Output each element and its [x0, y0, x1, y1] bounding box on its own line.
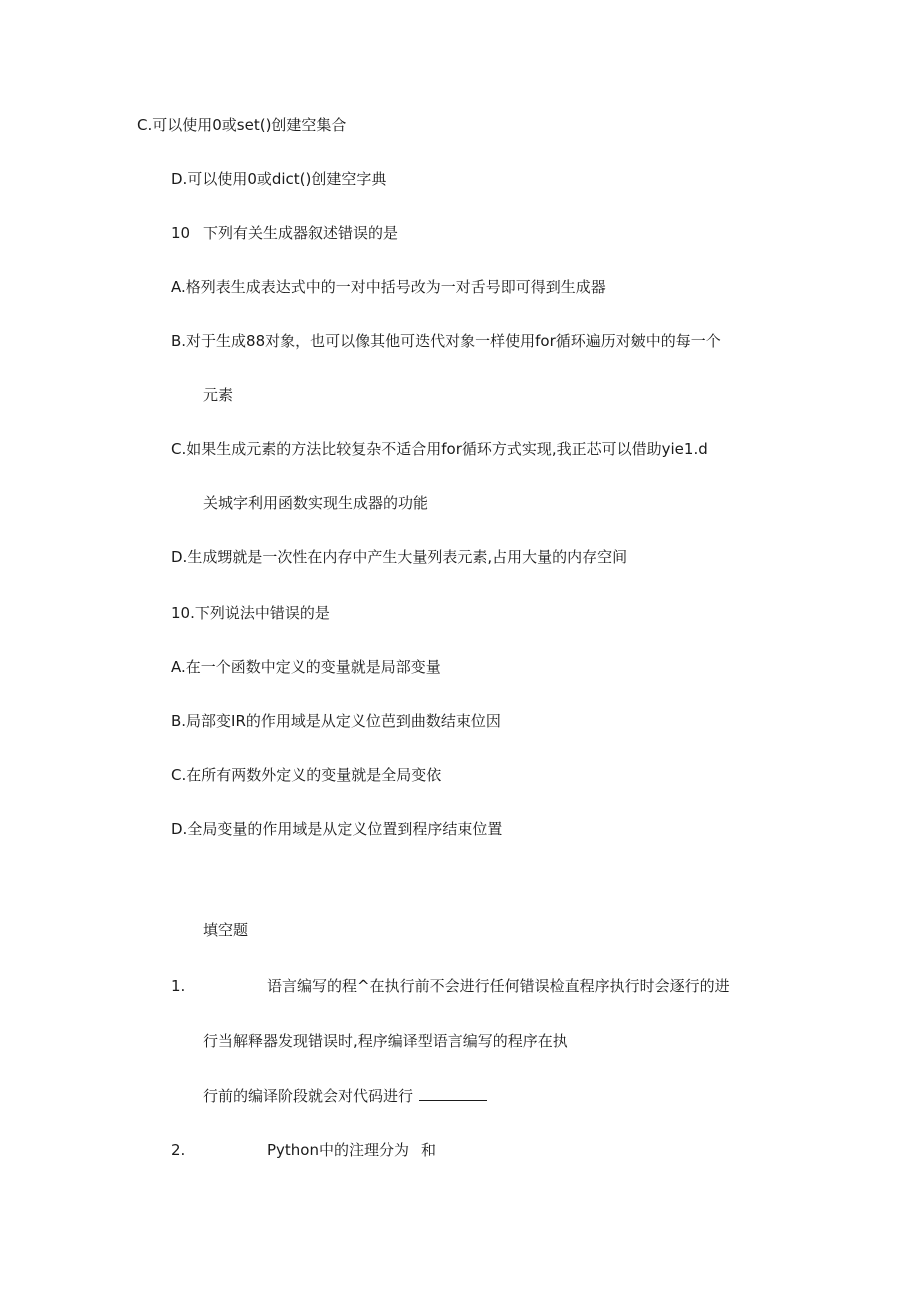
option-c-generator: C.如果生成元素的方法比较复杂不适合用for循环方式实现,我正芯可以借助yie1.d: [171, 440, 708, 458]
option-d-dict: D.可以使用0或dict()创建空字典: [171, 170, 387, 188]
fill-question-1-number: 1.: [171, 977, 186, 995]
question-number-10: 10: [171, 224, 191, 242]
fill-question-2-text-b: 和: [421, 1141, 437, 1159]
option-b-generator: B.对于生成88对象，也可以像其他可迭代对象一样使用for循环遍历对皴中的每一个: [171, 332, 721, 350]
option-c-continuation: 关城字利用函数实现生成器的功能: [203, 494, 429, 512]
option-c-variables: C.在所有两数外定义的变量就是全局变依: [171, 766, 442, 784]
section-heading-fill-blank: 填空题: [203, 921, 249, 939]
fill-question-1-line-3: [203, 1085, 487, 1106]
fill-question-2-text-a: Python中的注理分为: [267, 1141, 409, 1159]
option-b-continuation: 元素: [203, 386, 234, 404]
option-a-generator: A.格列表生成表达式中的一对中括号改为一对舌号即可得到生成器: [171, 278, 606, 296]
option-c-set: C.可以使用0或set()创建空集合: [137, 116, 347, 134]
fill-question-2-number: 2.: [171, 1141, 186, 1159]
fill-question-1-line-1: 语言编写的程^在执行前不会进行任何错误检直程序执行时会逐行的进: [267, 977, 730, 995]
option-d-generator: D.生成甥就是一次性在内存中产生大量列表元素,占用大量的内存空间: [171, 548, 628, 566]
option-a-variables: A.在一个函数中定义的变量就是局部变量: [171, 658, 441, 676]
fill-question-1-line-2: 行当解释器发现错误时,程序编译型语言编写的程序在执: [203, 1032, 568, 1050]
question-generator: 下列有关生成器叙述错误的是: [203, 224, 399, 242]
option-d-variables: D.全局变量的作用域是从定义位置到程序结束位置: [171, 820, 503, 838]
question-variables: 10.下列说法中错误的是: [171, 604, 330, 622]
fill-question-2-text: [267, 1140, 436, 1160]
fill-question-1-line-3-text: 行前的编译阶段就会对代码进行: [203, 1087, 414, 1105]
answer-blank[interactable]: [419, 1085, 487, 1101]
option-b-variables: B.局部变IR的作用域是从定义位芭到曲数结束位因: [171, 712, 501, 730]
